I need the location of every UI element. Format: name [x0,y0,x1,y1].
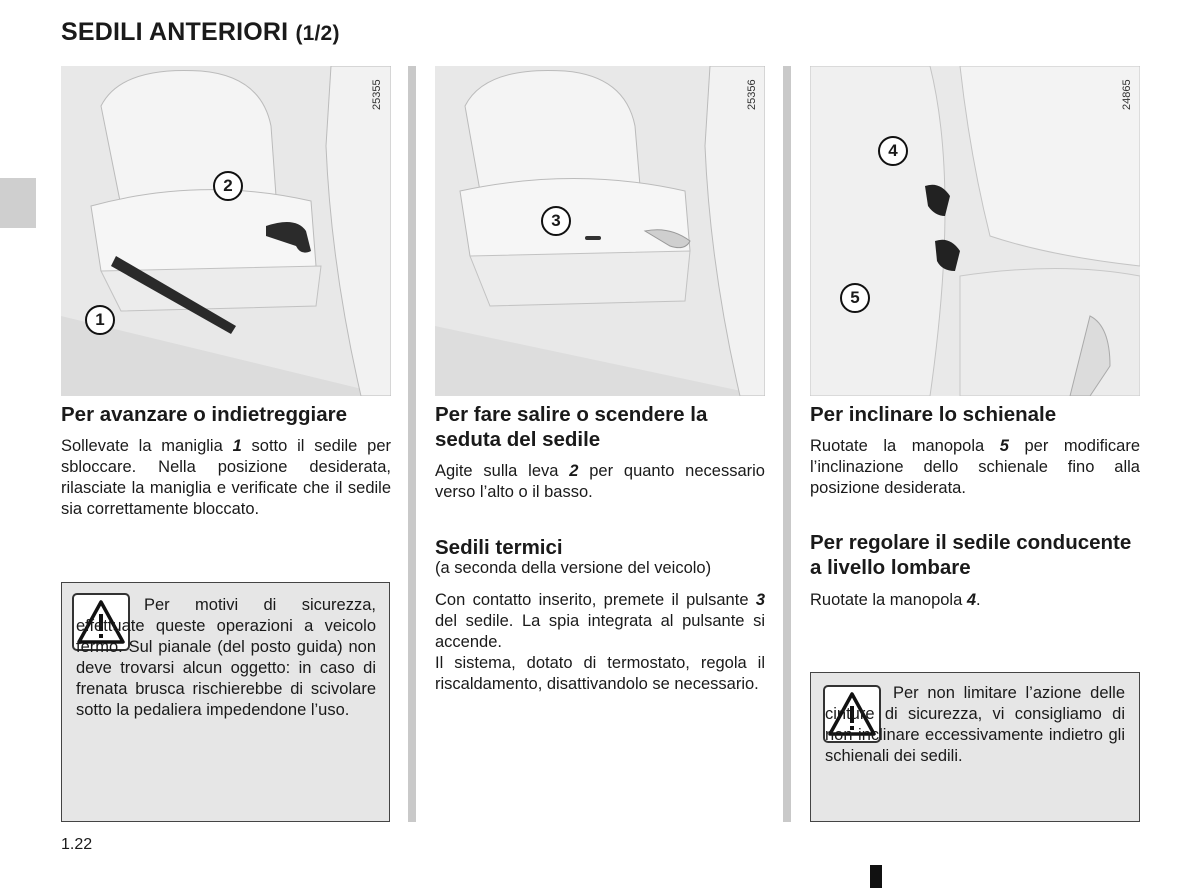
page-title [61,18,340,47]
safety-warning-box [810,672,1140,822]
body-ref-number: 1 [232,437,242,455]
body-text: per quanto necessario verso l’alto o il basso. [435,462,765,501]
column-divider-2 [783,66,791,822]
body-text: Ruotate la manopola [810,437,1000,455]
section-heading-lumbar: Per regolare il sedile conducente a livello lombare [810,531,1132,579]
section-subtitle: (a seconda della versione del veicolo) [435,559,712,577]
section-heading: Per avanzare o indietreggiare [61,403,347,426]
column-divider-1 [408,66,416,822]
section-heading: Per inclinare lo schienale [810,403,1057,426]
body-text: del sedile. La spia integrata al pulsante si accende. [435,612,765,651]
seat-recline-illustration [810,66,1140,396]
page-number: 1.22 [61,836,93,853]
body-text: sotto il sedile per sbloccare. Nella posizione desiderata, rilasciate la maniglia e verificate che il sedile sia correttamente bloccato. [61,437,391,518]
section-body [61,436,391,520]
photo-ref: 25356 [746,79,758,110]
warning-text: Per motivi di sicurezza, effettuate queste operazioni a veicolo fermo. Sul pianale (del posto guida) non deve trovarsi alcun oggetto: in caso di frenata brusca rischierebbe di scivolare sotto la pedaliera impedendone l’uso. [76,596,376,719]
section-body [810,590,1140,611]
page-title-text: SEDILI ANTERIORI [61,18,289,46]
section-heading-heated-seats: Sedili termici [435,536,563,559]
chapter-tab [0,178,36,228]
section-body: Il sistema, dotato di termostato, regola il riscaldamento, disattivandolo se necessario. [435,654,765,693]
section-heading: Per fare salire o scendere la seduta del sedile [435,403,708,451]
safety-warning-box [61,582,390,822]
callout-4: 4 [878,136,908,166]
body-text: Agite sulla leva [435,462,570,480]
section-body [435,461,765,503]
body-text: per modificare l’inclinazione dello schienale fino alla posizione desiderata. [810,437,1140,497]
body-text: . [976,591,981,609]
seat-height-illustration [435,66,765,396]
body-ref-number: 2 [569,462,579,480]
page-title-suffix: (1/2) [295,22,340,45]
body-text: Con contatto inserito, premete il pulsante [435,591,756,609]
body-ref-number: 3 [755,591,765,609]
callout-2: 2 [213,171,243,201]
callout-1: 1 [85,305,115,335]
photo-ref: 24865 [1121,79,1133,110]
body-ref-number: 5 [999,437,1009,455]
callout-3: 3 [541,206,571,236]
photo-ref: 25355 [371,79,383,110]
seat-slide-illustration [61,66,391,396]
page-mark [870,865,882,888]
section-body [810,436,1140,499]
body-text: Ruotate la manopola [810,591,967,609]
section-body [435,590,765,653]
body-text: Sollevate la maniglia [61,437,233,455]
callout-5: 5 [840,283,870,313]
body-ref-number: 4 [966,591,977,609]
warning-text: Per non limitare l’azione delle cinture di sicurezza, vi consigliamo di non inclinare eccessivamente indietro gli schienali dei sedili. [825,684,1125,765]
